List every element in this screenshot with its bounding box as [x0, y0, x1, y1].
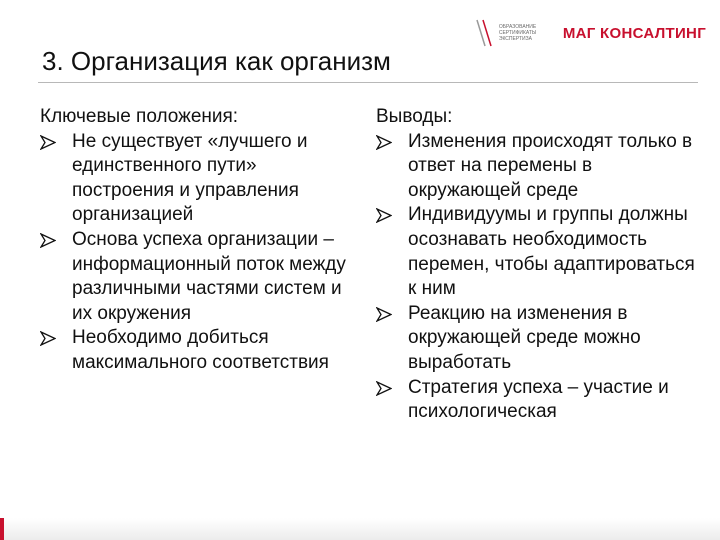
logo-company-name: МАГ КОНСАЛТИНГ	[562, 24, 706, 42]
arrowhead-bullet-icon	[376, 130, 408, 204]
logo-mark-icon	[473, 18, 495, 48]
conclusions-heading: Выводы:	[376, 106, 453, 127]
list-item	[376, 376, 696, 425]
arrowhead-bullet-icon	[40, 228, 72, 326]
list-item-text: Основа успеха организации – информационный поток между различными частями систем и их окружения	[72, 228, 346, 324]
title-divider	[38, 82, 698, 83]
list-item	[40, 228, 352, 326]
arrowhead-bullet-icon	[376, 376, 408, 425]
company-logo	[473, 18, 706, 48]
list-item	[376, 130, 696, 204]
list-item-text: Не существует «лучшего и единственного пути» построения и управления организацией	[72, 130, 308, 226]
list-item-text: Индивидуумы и группы должны осознавать необходимость перемен, чтобы адаптироваться к ним	[408, 204, 695, 300]
list-item	[40, 326, 352, 375]
list-item	[376, 203, 696, 301]
accent-strip	[0, 518, 4, 540]
arrowhead-bullet-icon	[376, 203, 408, 301]
key-points-list	[40, 130, 352, 376]
conclusions-column	[376, 105, 696, 425]
arrowhead-bullet-icon	[40, 130, 72, 228]
key-points-heading: Ключевые положения:	[40, 106, 239, 127]
logo-tagline: ОБРАЗОВАНИЕ СЕРТИФИКАТЫ ЭКСПЕРТИЗА	[498, 24, 537, 42]
bottom-fade-bar	[0, 518, 720, 540]
list-item	[376, 302, 696, 376]
key-points-column	[40, 105, 352, 376]
list-item-text: Реакцию на изменения в окружающей среде можно выработать	[408, 302, 641, 373]
arrowhead-bullet-icon	[40, 326, 72, 375]
list-item	[40, 130, 352, 228]
list-item-text: Стратегия успеха – участие и психологическая	[408, 376, 669, 423]
list-item-text: Изменения происходят только в ответ на перемены в окружающей среде	[408, 130, 693, 201]
arrowhead-bullet-icon	[376, 302, 408, 376]
list-item-text: Необходимо добиться максимального соответствия	[72, 327, 329, 373]
slide-title: 3. Организация как организм	[42, 46, 391, 76]
conclusions-list	[376, 130, 696, 425]
